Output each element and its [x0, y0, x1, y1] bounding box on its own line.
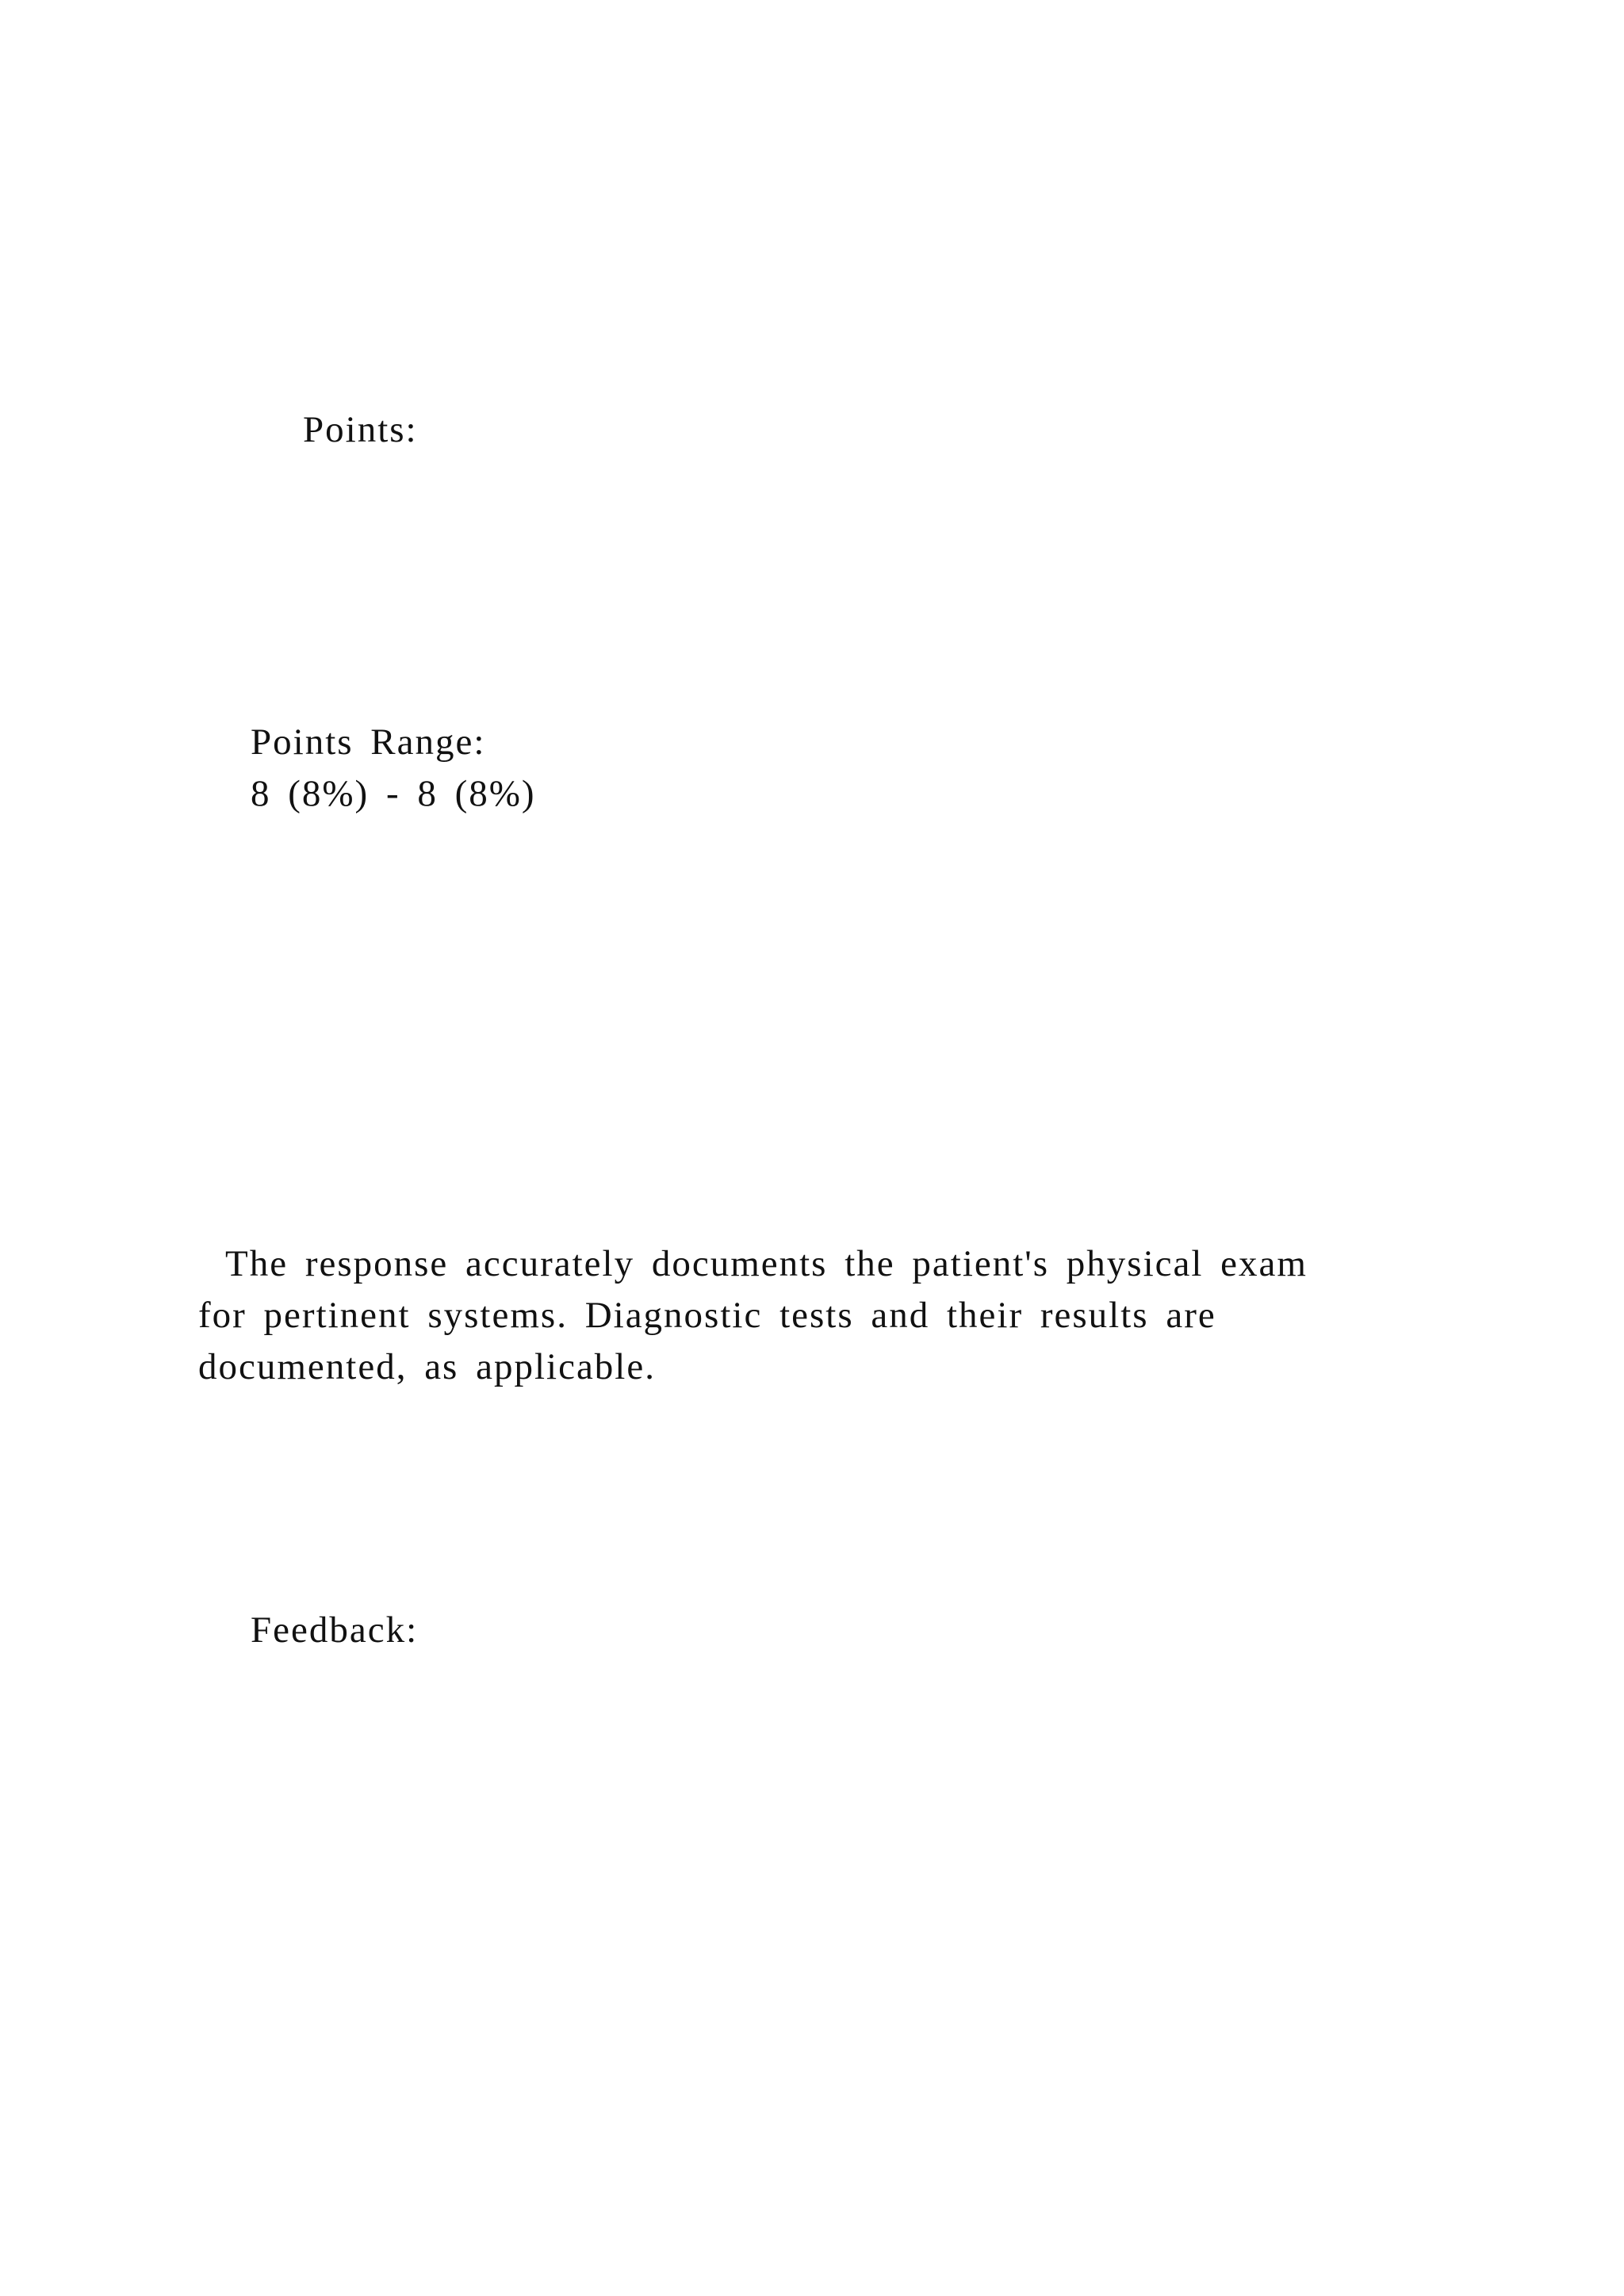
points-label: Points:: [303, 409, 418, 450]
description-line: for pertinent systems. Diagnostic tests and their results are: [198, 1295, 1216, 1336]
description-line: documented, as applicable.: [198, 1346, 656, 1387]
points-range-label: Points Range:: [251, 721, 486, 763]
points-range-value: 8 (8%) - 8 (8%): [251, 773, 536, 814]
feedback-label: Feedback:: [251, 1609, 419, 1651]
description-line: The response accurately documents the patient's physical exam: [225, 1243, 1308, 1284]
